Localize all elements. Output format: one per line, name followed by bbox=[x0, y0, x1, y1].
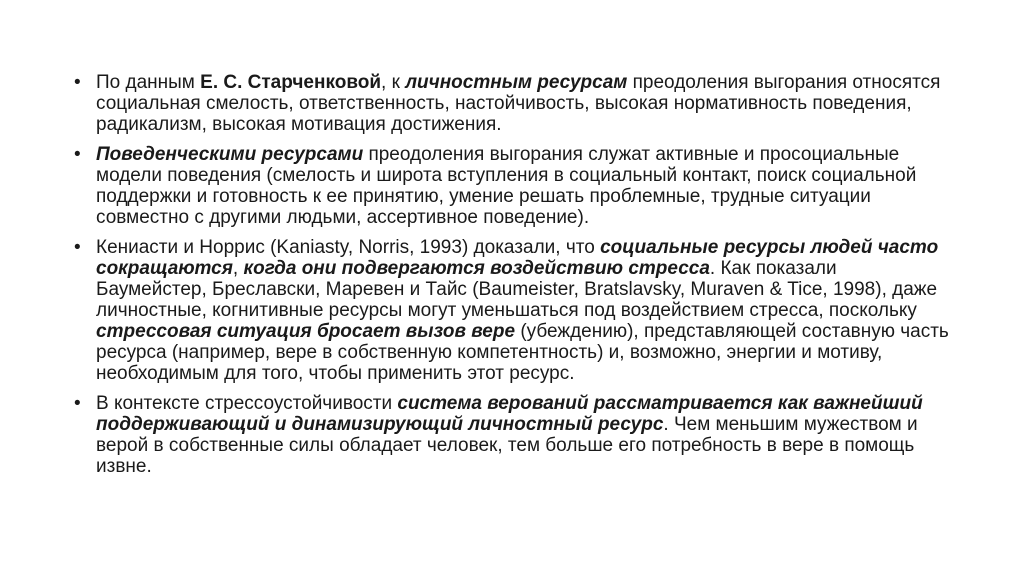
bullet-1-author: Е. С. Старченковой bbox=[200, 72, 382, 93]
bullet-2-text-1: преодоления выгорания служат активные и просоциальные модели поведения (смелость и широта вступления в социальный контакт, поиск социальной поддержки и готовность к ее принятию, умение решать проблемные, трудные ситуации совместно с другими людьми, ассертивное поведение). bbox=[96, 144, 917, 228]
bullet-item-1 bbox=[70, 72, 950, 135]
bullet-3-text-1: Кениасти и Норрис (Kaniasty, Norris, 1993) доказали, что bbox=[96, 237, 601, 258]
bullet-item-4 bbox=[70, 393, 950, 477]
bullet-1-text-3: преодоления выгорания относятся социальная смелость, ответственность, настойчивость, высокая нормативность поведения, радикализм, высокая мотивация достижения. bbox=[96, 72, 941, 135]
bullet-1-term: личностным ресурсам bbox=[405, 72, 628, 93]
bullet-item-2 bbox=[70, 144, 950, 228]
bullet-4-term: система верований рассматривается как важнейший поддерживающий и динамизирующий личностный ресурс bbox=[96, 393, 923, 435]
bullet-item-3 bbox=[70, 237, 950, 384]
bullet-1-text-2: , к bbox=[381, 72, 406, 93]
bullet-2-term: Поведенческими ресурсами bbox=[96, 144, 364, 165]
bullet-3-term-3: стрессовая ситуация бросает вызов вере bbox=[96, 321, 516, 342]
bullet-3-text-4: (убеждению), представляющей составную часть ресурса (например, вере в собственную компетентность) и, возможно, энергии и мотиву, необходимым для того, чтобы применить этот ресурс. bbox=[96, 321, 949, 384]
bullet-list bbox=[70, 72, 950, 477]
slide-content bbox=[70, 72, 950, 486]
bullet-3-text-3: . Как показали Баумейстер, Бреславски, Маревен и Тайс (Baumeister, Bratslavsky, Muraven & Tice, 1998), даже личностные, когнитивные ресурсы могут уменьшаться под воздействием стресса, поскольку bbox=[96, 258, 938, 321]
bullet-3-term-1: социальные ресурсы людей часто сокращаются bbox=[96, 237, 939, 279]
bullet-4-text-1: В контексте стрессоустойчивости bbox=[96, 393, 398, 414]
bullet-3-text-2: , bbox=[232, 258, 244, 279]
bullet-4-text-2: . Чем меньшим мужеством и верой в собственные силы обладает человек, тем больше его потребность в вере в помощь извне. bbox=[96, 414, 918, 477]
bullet-1-text-1: По данным bbox=[96, 72, 201, 93]
bullet-3-term-2: когда они подвергаются воздействию стресса bbox=[243, 258, 710, 279]
